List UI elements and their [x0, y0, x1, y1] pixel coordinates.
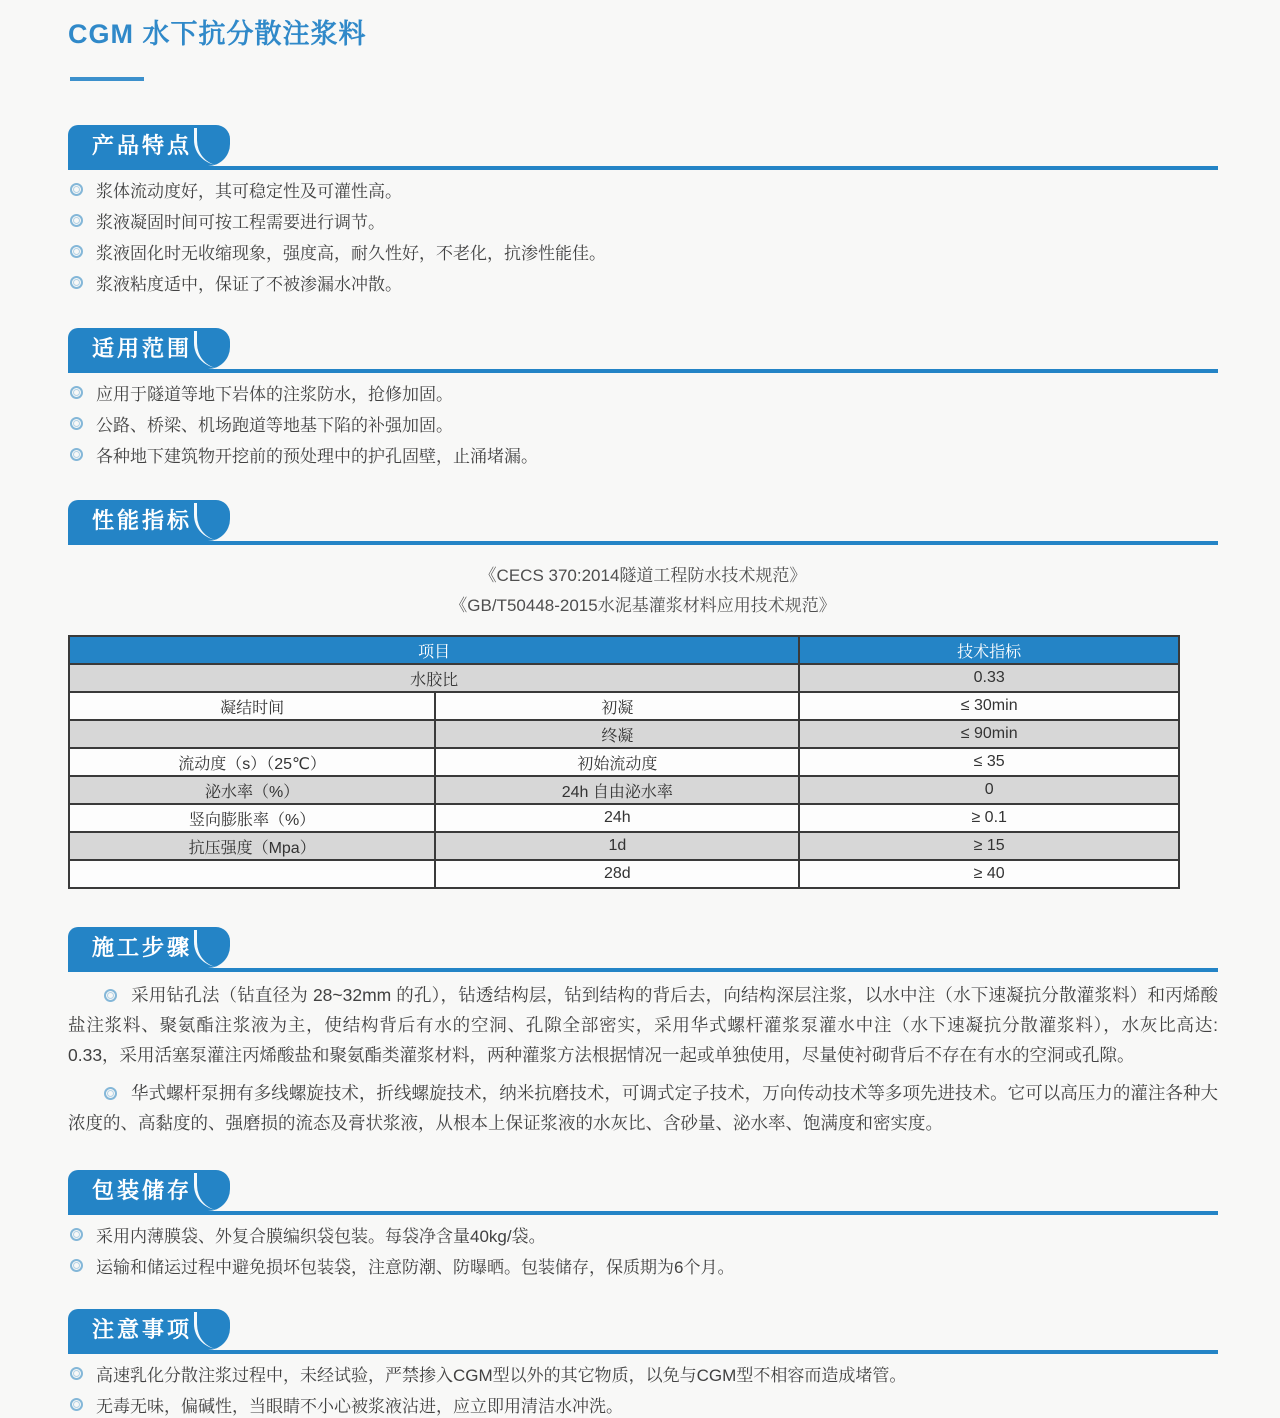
list-item-text: 采用内薄膜袋、外复合膜编织袋包装。每袋净含量40kg/袋。	[96, 1227, 546, 1246]
section-features-badge	[68, 125, 230, 166]
list-item	[68, 181, 1218, 203]
table-cell: 0.33	[799, 664, 1179, 692]
table-cell: 28d	[435, 860, 799, 888]
section-notes	[68, 1309, 1218, 1418]
paragraph-text: 华式螺杆泵拥有多线螺旋技术，折线螺旋技术，纳米抗磨技术，可调式定子技术，万向传动技术等多项先进技术。它可以高压力的灌注各种大浓度的、高黏度的、强磨损的流态及膏状浆液，从根本上保证浆液的水灰比、含砂量、泌水率、饱满度和密实度。	[68, 1083, 1218, 1133]
standards-references	[68, 561, 1218, 621]
section-notes-badge	[68, 1309, 230, 1350]
section-performance-badge	[68, 500, 230, 541]
column-header-item: 项目	[69, 636, 799, 664]
bullseye-bullet-icon	[70, 1398, 83, 1411]
list-item	[68, 1396, 1218, 1418]
table-cell: 水胶比	[69, 664, 799, 692]
list-item-text: 公路、桥梁、机场跑道等地基下陷的补强加固。	[96, 416, 453, 435]
table-row	[69, 860, 1179, 888]
table-cell: 终凝	[435, 720, 799, 748]
table-cell: 泌水率（%）	[69, 776, 435, 804]
section-performance-title: 性能指标	[92, 508, 193, 533]
table-cell: 竖向膨胀率（%）	[69, 804, 435, 832]
bullseye-bullet-icon	[70, 1367, 83, 1380]
list-item-text: 浆液凝固时间可按工程需要进行调节。	[96, 213, 385, 232]
list-item	[68, 1226, 1218, 1248]
list-item	[68, 384, 1218, 406]
section-scope-header	[68, 328, 1218, 373]
table-row	[69, 748, 1179, 776]
section-construction-header	[68, 927, 1218, 972]
table-cell: ≤ 35	[799, 748, 1179, 776]
section-notes-header	[68, 1309, 1218, 1354]
bullseye-bullet-icon	[70, 276, 83, 289]
table-cell: 1d	[435, 832, 799, 860]
table-cell: ≤ 30min	[799, 692, 1179, 720]
title-underline	[70, 77, 144, 81]
list-item-text: 各种地下建筑物开挖前的预处理中的护孔固壁，止涌堵漏。	[96, 447, 538, 466]
table-cell: 流动度（s）（25℃）	[69, 748, 435, 776]
section-packaging-header	[68, 1170, 1218, 1215]
table-header-row	[69, 636, 1179, 664]
bullseye-bullet-icon	[70, 417, 83, 430]
section-scope-title: 适用范围	[92, 336, 193, 361]
performance-table	[68, 635, 1180, 889]
standard-reference: 《CECS 370:2014隧道工程防水技术规范》	[479, 566, 807, 585]
section-notes-title: 注意事项	[92, 1317, 193, 1342]
list-item-text: 浆液固化时无收缩现象，强度高，耐久性好，不老化，抗渗性能佳。	[96, 244, 606, 263]
list-item	[68, 446, 1218, 468]
table-cell: 24h 自由泌水率	[435, 776, 799, 804]
section-features-header	[68, 125, 1218, 170]
section-features-title: 产品特点	[92, 133, 193, 158]
packaging-list	[68, 1226, 1218, 1279]
bullseye-bullet-icon	[70, 386, 83, 399]
bullseye-bullet-icon	[70, 1259, 83, 1272]
bullseye-bullet-icon	[70, 448, 83, 461]
section-scope-badge	[68, 328, 230, 369]
table-cell	[69, 720, 435, 748]
list-item	[68, 212, 1218, 234]
list-item-text: 无毒无味，偏碱性，当眼睛不小心被浆液沾进，应立即用清洁水冲洗。	[96, 1397, 623, 1416]
list-item-text: 浆体流动度好，其可稳定性及可灌性高。	[96, 182, 402, 201]
list-item-text: 应用于隧道等地下岩体的注浆防水，抢修加固。	[96, 385, 453, 404]
construction-paragraph	[68, 980, 1218, 1070]
page-title: CGM 水下抗分散注浆料	[68, 19, 367, 49]
standard-reference: 《GB/T50448-2015水泥基灌浆材料应用技术规范》	[450, 596, 836, 615]
list-item-text: 高速乳化分散注浆过程中，未经试验，严禁掺入CGM型以外的其它物质，以免与CGM型不相容而造成堵管。	[96, 1366, 907, 1385]
table-row	[69, 692, 1179, 720]
table-cell: 24h	[435, 804, 799, 832]
bullseye-bullet-icon	[70, 214, 83, 227]
construction-paragraph	[68, 1078, 1218, 1138]
list-item	[68, 243, 1218, 265]
table-row	[69, 804, 1179, 832]
table-cell: 凝结时间	[69, 692, 435, 720]
notes-list	[68, 1365, 1218, 1418]
column-header-indicator: 技术指标	[799, 636, 1179, 664]
list-item-text: 运输和储运过程中避免损坏包装袋，注意防潮、防曝晒。包装储存，保质期为6个月。	[96, 1258, 735, 1277]
section-packaging-badge	[68, 1170, 230, 1211]
table-row	[69, 664, 1179, 692]
table-cell: 0	[799, 776, 1179, 804]
table-cell: ≥ 15	[799, 832, 1179, 860]
table-cell	[69, 860, 435, 888]
section-construction-title: 施工步骤	[92, 935, 193, 960]
section-construction-badge	[68, 927, 230, 968]
paragraph-text: 采用钻孔法（钻直径为 28~32mm 的孔），钻透结构层，钻到结构的背后去，向结构深层注浆，以水中注（水下速凝抗分散灌浆料）和丙烯酸盐注浆料、聚氨酯注浆液为主，使结构背后有水的空洞、孔隙全部密实，采用华式螺杆灌浆泵灌水中注（水下速凝抗分散灌浆料），水灰比高达: 0.33，采用活塞泵灌注丙烯酸盐和聚氨酯类灌浆材料，两种灌浆方法根据情况一起或单独使用，尽量使衬砌背后不存在有水的空洞或孔隙。	[68, 985, 1218, 1065]
section-packaging-title: 包装储存	[92, 1178, 193, 1203]
table-row	[69, 720, 1179, 748]
section-scope	[68, 328, 1218, 468]
table-cell: ≥ 40	[799, 860, 1179, 888]
table-cell: 抗压强度（Mpa）	[69, 832, 435, 860]
bullseye-bullet-icon	[70, 245, 83, 258]
bullseye-bullet-icon	[104, 1087, 117, 1100]
section-features	[68, 125, 1218, 296]
list-item	[68, 1365, 1218, 1387]
list-item	[68, 274, 1218, 296]
list-item	[68, 415, 1218, 437]
table-row	[69, 776, 1179, 804]
section-performance	[68, 500, 1218, 889]
bullseye-bullet-icon	[104, 989, 117, 1002]
table-row	[69, 832, 1179, 860]
table-cell: 初始流动度	[435, 748, 799, 776]
table-cell: ≥ 0.1	[799, 804, 1179, 832]
section-construction	[68, 927, 1218, 1138]
list-item	[68, 1257, 1218, 1279]
section-packaging	[68, 1170, 1218, 1279]
bullseye-bullet-icon	[70, 183, 83, 196]
list-item-text: 浆液粘度适中，保证了不被渗漏水冲散。	[96, 275, 402, 294]
features-list	[68, 181, 1218, 296]
scope-list	[68, 384, 1218, 468]
table-cell: ≤ 90min	[799, 720, 1179, 748]
bullseye-bullet-icon	[70, 1228, 83, 1241]
table-cell: 初凝	[435, 692, 799, 720]
section-performance-header	[68, 500, 1218, 545]
